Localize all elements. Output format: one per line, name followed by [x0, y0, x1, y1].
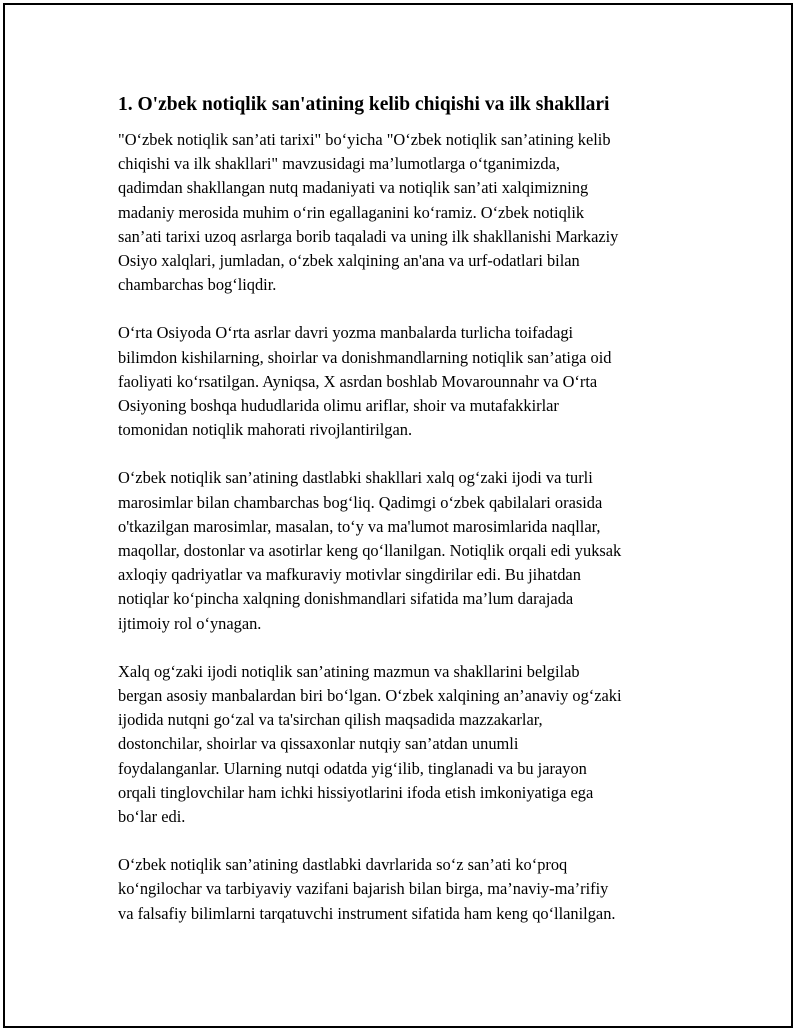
- text-line: foydalanganlar. Ularning nutqi odatda yig‘ilib, tinglanadi va bu jarayon: [118, 758, 587, 778]
- text-line: orqali tinglovchilar ham ichki hissiyotlarini ifoda etish imkoniyatiga ega: [118, 782, 594, 802]
- text-line: Osiyoning boshqa hududlarida olimu ariflar, shoir va mutafakkirlar: [118, 396, 559, 416]
- text-line: ijodida nutqni go‘zal va ta'sirchan qilish maqsadida mazzakarlar,: [118, 710, 543, 730]
- text-line: marosimlar bilan chambarchas bog‘liq. Qadimgi o‘zbek qabilalari orasida: [118, 492, 603, 512]
- text-line: maqollar, dostonlar va asotirlar keng qo‘llanilgan. Notiqlik orqali edi yuksak: [118, 541, 622, 561]
- text-line: axloqiy qadriyatlar va mafkuraviy motivlar singdirilar edi. Bu jihatdan: [118, 565, 581, 585]
- text-line: tomonidan notiqlik mahorati rivojlantirilgan.: [118, 420, 413, 440]
- text-line: o'tkazilgan marosimlar, masalan, to‘y va ma'lumot marosimlarida naqllar,: [118, 516, 601, 536]
- text-line: dostonchilar, shoirlar va qissaxonlar nutqiy san’atdan unumli: [118, 734, 519, 754]
- paragraph-4: [118, 660, 698, 829]
- paragraph-1: [118, 128, 698, 297]
- text-line: "O‘zbek notiqlik san’ati tarixi" bo‘yicha "O‘zbek notiqlik san’atining kelib: [118, 130, 611, 149]
- text-line: O‘zbek notiqlik san’atining dastlabki davrlarida so‘z san’ati ko‘proq: [118, 855, 568, 875]
- text-line: Xalq og‘zaki ijodi notiqlik san’atining mazmun va shakllarini belgilab: [118, 661, 580, 681]
- text-line: Osiyo xalqlari, jumladan, o‘zbek xalqining an'ana va urf-odatlari bilan: [118, 251, 580, 271]
- text-line: qadimdan shakllangan nutq madaniyati va notiqlik san’ati xalqimizning: [118, 178, 589, 198]
- paragraph-5: [118, 853, 698, 926]
- paragraph-2: [118, 321, 698, 442]
- text-line: chiqishi va ilk shakllari" mavzusidagi ma’lumotlarga o‘tganimizda,: [118, 154, 560, 174]
- text-line: san’ati tarixi uzoq asrlarga borib taqaladi va uning ilk shakllanishi Markaziy: [118, 226, 619, 246]
- text-line: notiqlar ko‘pincha xalqning donishmandlari sifatida ma’lum darajada: [118, 589, 574, 609]
- section-title: 1. O'zbek notiqlik san'atining kelib chiqishi va ilk shakllari: [118, 94, 610, 115]
- text-line: chambarchas bog‘liqdir.: [118, 275, 277, 295]
- text-line: bo‘lar edi.: [118, 807, 186, 827]
- paragraph-3: [118, 466, 698, 635]
- text-line: va falsafiy bilimlarni tarqatuvchi instrument sifatida ham keng qo‘llanilgan.: [118, 903, 616, 923]
- text-line: ijtimoiy rol o‘ynagan.: [118, 613, 262, 633]
- text-line: bilimdon kishilarning, shoirlar va donishmandlarning notiqlik san’atiga oid: [118, 347, 612, 367]
- text-line: O‘zbek notiqlik san’atining dastlabki shakllari xalq og‘zaki ijodi va turli: [118, 468, 593, 488]
- text-line: O‘rta Osiyoda O‘rta asrlar davri yozma manbalarda turlicha toifadagi: [118, 323, 574, 343]
- text-line: ko‘ngilochar va tarbiyaviy vazifani bajarish bilan birga, ma’naviy-ma’rifiy: [118, 879, 609, 899]
- document-body: [118, 92, 698, 950]
- text-line: faoliyati ko‘rsatilgan. Ayniqsa, X asrdan boshlab Movarounnahr va O‘rta: [118, 371, 598, 391]
- text-line: madaniy merosida muhim o‘rin egallaganini ko‘ramiz. O‘zbek notiqlik: [118, 202, 585, 222]
- text-line: bergan asosiy manbalardan biri bo‘lgan. O‘zbek xalqining an’anaviy og‘zaki: [118, 686, 622, 706]
